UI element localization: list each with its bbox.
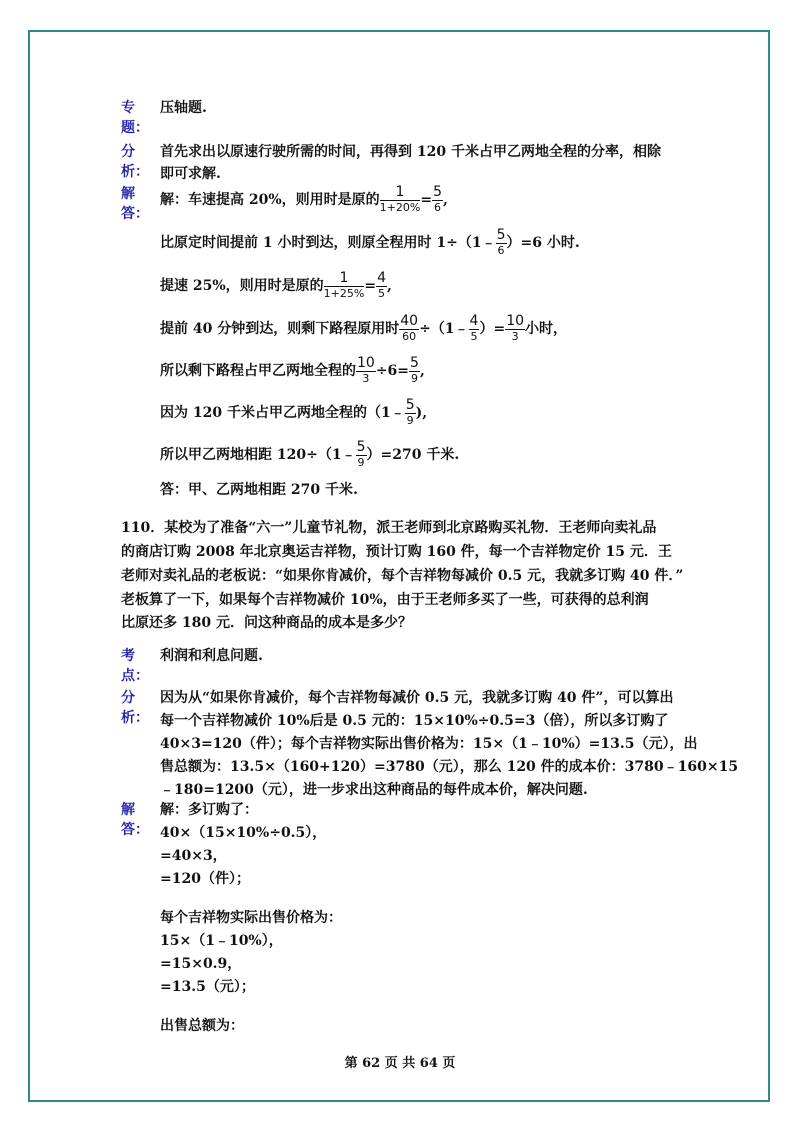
fraction: $\frac{1}{1+20\%}$ — [379, 184, 421, 214]
jieda-110-line-1: 解：多订购了： — [160, 802, 258, 818]
fraction: $\frac{5}{6}$ — [496, 227, 506, 257]
solution-line-6: 因为 120 千米占甲乙两地全程的（1﹣ $\frac{5}{9}$ ), — [160, 397, 428, 427]
fenxi-110-line-5: ﹣180=1200（元），进一步求出这种商品的每件成本价，解决问题. — [160, 782, 588, 798]
jieda-110-line-6: 15×（1﹣10%）， — [160, 933, 283, 949]
fraction: $\frac{4}{5}$ — [377, 270, 386, 300]
question-110-line-4: 老板算了一下，如果每个吉祥物减价 10%，由于王老师多买了一些，可获得的总利润 — [121, 592, 649, 608]
jieda-110-line-8: =13.5（元）； — [160, 979, 255, 995]
fraction: $\frac{10}{3}$ — [357, 355, 375, 385]
jieda-110-line-4: =120（件）； — [160, 871, 250, 887]
fenxi-110-line-4: 售总额为：13.5×（160+120）=3780（元），那么 120 件的成本价：3780﹣160×15 — [160, 759, 739, 775]
question-110-line-3: 老师对卖礼品的老板说：“如果你肯减价，每个吉祥物每减价 0.5 元，我就多订购 40 件．” — [121, 568, 684, 584]
fraction: $\frac{10}{3}$ — [506, 313, 525, 343]
solution-line-2: 比原定时间提前 1 小时到达，则原全程用时 1÷（1﹣ $\frac{5}{6}$ ）=6 小时. — [160, 227, 580, 257]
zhuanti-label: 专题： — [121, 100, 149, 136]
solution-line-1: 解：车速提高 20%，则用时是原的 $\frac{1}{1+20\%}$ = $\frac{5}{6}$ , — [160, 184, 448, 214]
fenxi-line-2: 即可求解. — [160, 166, 221, 182]
fenxi-label: 分析： — [121, 144, 149, 180]
solution-line-3: 提速 25%，则用时是原的 $\frac{1}{1+25\%}$ = $\frac{4}{5}$ , — [160, 270, 392, 300]
page-footer: 第 62 页 共 64 页 — [344, 1056, 456, 1071]
jieda-110-line-5: 每个吉祥物实际出售价格为： — [160, 910, 342, 926]
jieda-110-line-2: 40×（15×10%÷0.5）， — [160, 825, 327, 841]
jieda-110-line-3: =40×3， — [160, 848, 227, 864]
zhuanti-text: 压轴题. — [160, 100, 207, 116]
fraction: $\frac{5}{9}$ — [410, 355, 419, 385]
jieda-110-line-9: 出售总额为： — [160, 1018, 244, 1034]
fenxi-line-1: 首先求出以原速行驶所需的时间，再得到 120 千米占甲乙两地全程的分率，相除 — [160, 144, 661, 160]
solution-line-4: 提前 40 分钟到达，则剩下路程原用时 $\frac{40}{60}$ ÷（1﹣ $\frac{4}{5}$ ）= $\frac{10}{3}$ 小时， — [160, 313, 568, 343]
fraction: $\frac{5}{9}$ — [356, 439, 366, 469]
fenxi-110-line-3: 40×3=120（件）；每个吉祥物实际出售价格为：15×（1﹣10%）=13.5（元），出 — [160, 736, 698, 752]
fraction: $\frac{1}{1+25\%}$ — [323, 270, 365, 300]
answer-line: 答：甲、乙两地相距 270 千米. — [160, 482, 358, 498]
question-110-line-2: 的商店订购 2008 年北京奥运吉祥物，预计订购 160 件，每一个吉祥物定价 15 元．王 — [121, 544, 672, 560]
question-110-line-5: 比原还多 180 元．问这种商品的成本是多少？ — [121, 615, 412, 631]
solution-line-5: 所以剩下路程占甲乙两地全程的 $\frac{10}{3}$ ÷6= $\frac{5}{9}$ , — [160, 355, 425, 385]
fraction: $\frac{4}{5}$ — [469, 313, 479, 343]
kaodian-label: 考点： — [121, 648, 149, 684]
jieda-110-line-7: =15×0.9， — [160, 956, 242, 972]
fraction: $\frac{5}{9}$ — [405, 397, 415, 427]
kaodian-text: 利润和利息问题. — [160, 648, 263, 664]
fraction: $\frac{40}{60}$ — [400, 313, 419, 343]
jieda-label: 解答： — [121, 186, 149, 222]
question-110-line-1: 110．某校为了准备“六一”儿童节礼物，派王老师到北京路购买礼物．王老师向卖礼品 — [121, 520, 657, 536]
fenxi-110-line-1: 因为从“如果你肯减价，每个吉祥物每减价 0.5 元，我就多订购 40 件”，可以算出 — [160, 690, 674, 706]
fenxi-110-line-2: 每一个吉祥物减价 10%后是 0.5 元的：15×10%÷0.5=3（倍），所以多订购了 — [160, 713, 669, 729]
fraction: $\frac{5}{6}$ — [433, 184, 442, 214]
fenxi-label-110: 分析： — [121, 690, 149, 726]
jieda-label-110: 解答： — [121, 802, 149, 838]
solution-line-7: 所以甲乙两地相距 120÷（1﹣ $\frac{5}{9}$ ）=270 千米. — [160, 439, 460, 469]
